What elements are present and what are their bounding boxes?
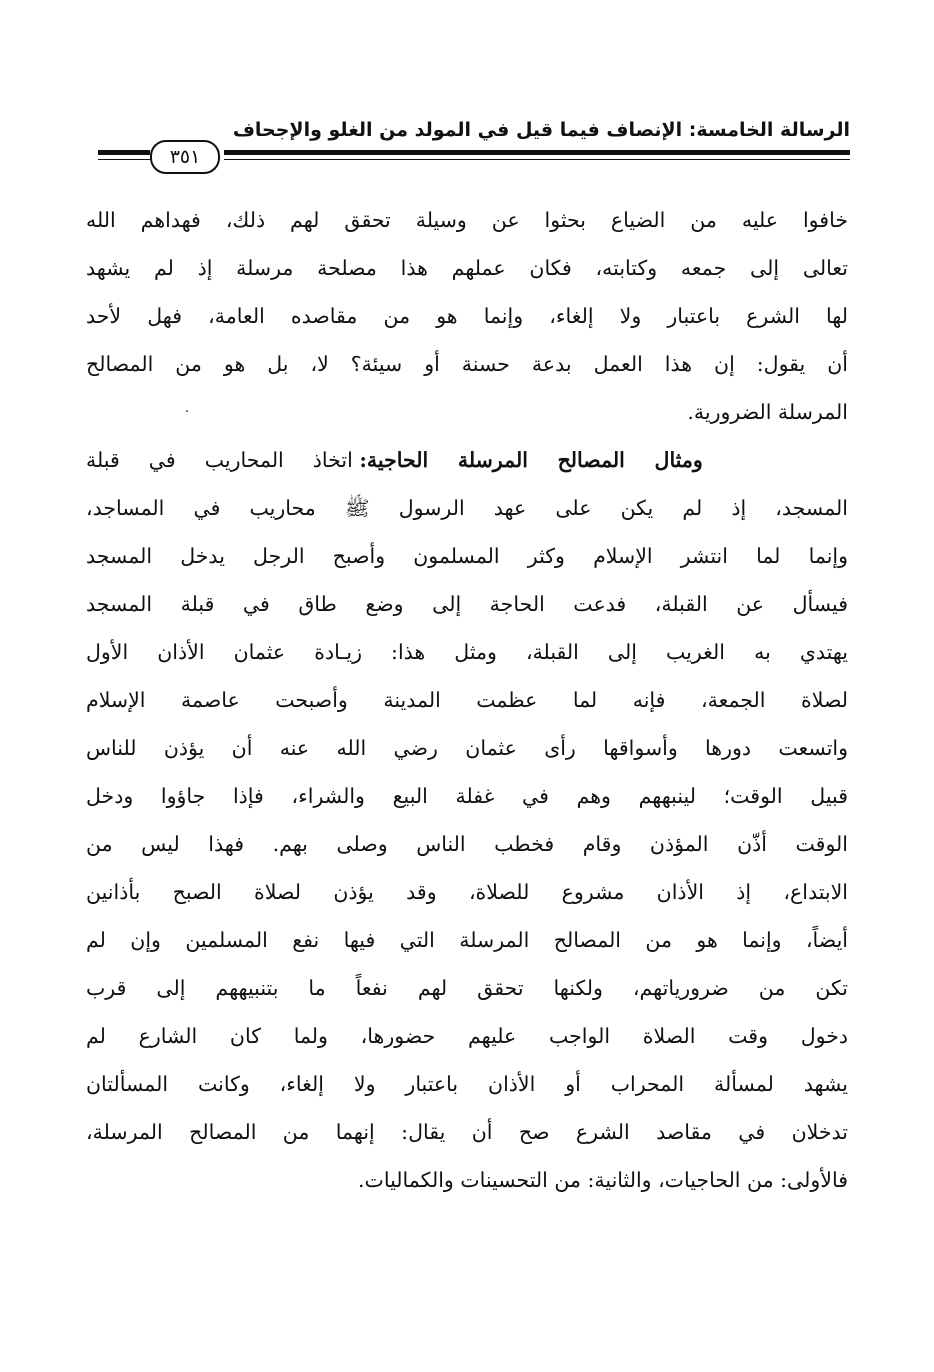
header-rule-left — [98, 150, 150, 155]
text-line: وإنما لما انتشر الإسلام وكثر المسلمون وأصبح الرجل يدخل المسجد — [86, 544, 848, 568]
running-header-title: الرسالة الخامسة: الإنصاف فيما قيل في المولد من الغلو والإجحاف — [232, 119, 850, 141]
paragraph-lead-in: ومثال المصالح المرسلة الحاجية: — [359, 448, 703, 472]
text-line: المرسلة الضرورية. — [687, 400, 848, 424]
text-line: لصلاة الجمعة، فإنه لما عظمت المدينة وأصبحت عاصمة الإسلام — [86, 688, 848, 712]
text-line: الوقت أذّن المؤذن وقام فخطب الناس وصلى بهم. فهذا ليس من — [86, 832, 848, 856]
text-line: لها الشرع باعتبار ولا إلغاء، وإنما هو من مقاصده العامة، فهل لأحد — [86, 304, 848, 328]
text-line: أن يقول: إن هذا العمل بدعة حسنة أو سيئة؟ لا، بل هو من المصالح — [86, 352, 848, 376]
page-number: ٣٥١ — [150, 140, 220, 174]
text-line: قبيل الوقت؛ لينبههم وهم في غفلة البيع والشراء، فإذا جاؤوا ودخل — [86, 784, 848, 808]
text-line: واتسعت دورها وأسواقها رأى عثمان رضي الله عنه أن يؤذن للناس — [86, 736, 848, 760]
text-line-first — [86, 436, 848, 484]
text-line: تدخلان في مقاصد الشرع صح أن يقال: إنهما من المصالح المرسلة، — [86, 1120, 848, 1144]
text-line: تعالى إلى جمعه وكتابته، فكان عملهم هذا مصلحة مرسلة إذ لم يشهد — [86, 256, 848, 280]
text-line: يشهد لمسألة المحراب أو الأذان باعتبار ولا إلغاء، وكانت المسألتان — [86, 1072, 848, 1096]
paragraph-2 — [86, 436, 848, 1204]
header-rule-right — [224, 150, 850, 155]
text-fragment: اتخاذ المحاريب في قبلة — [86, 448, 360, 472]
text-line: خافوا عليه من الضياع بحثوا عن وسيلة تحقق لهم ذلك، فهداهم الله — [86, 208, 848, 232]
text-line: تكن من ضرورياتهم، ولكنها تحقق لهم نفعاً ما بتنبيههم إلى قرب — [86, 976, 848, 1000]
text-line: المسجد، إذ لم يكن على عهد الرسول ﷺ محاريب في المساجد، — [86, 496, 848, 520]
text-line: الابتداع، إذ الأذان مشروع للصلاة، وقد يؤذن لصلاة الصبح بأذانين — [86, 880, 848, 904]
text-line: أيضاً، وإنما هو من المصالح المرسلة التي فيها نفع المسلمين وإن لم — [86, 928, 848, 952]
text-line: فيسأل عن القبلة، فدعت الحاجة إلى وضع طاق في قبلة المسجد — [86, 592, 848, 616]
text-line: يهتدي به الغريب إلى القبلة، ومثل هذا: زيـادة عثمان الأذان الأول — [86, 640, 848, 664]
text-line: فالأولى: من الحاجيات، والثانية: من التحسينات والكماليات. — [358, 1168, 848, 1192]
paragraph-1 — [86, 196, 848, 436]
body-text — [86, 196, 848, 1204]
text-line: دخول وقت الصلاة الواجب عليهم حضورها، ولما كان الشارع لم — [86, 1024, 848, 1048]
